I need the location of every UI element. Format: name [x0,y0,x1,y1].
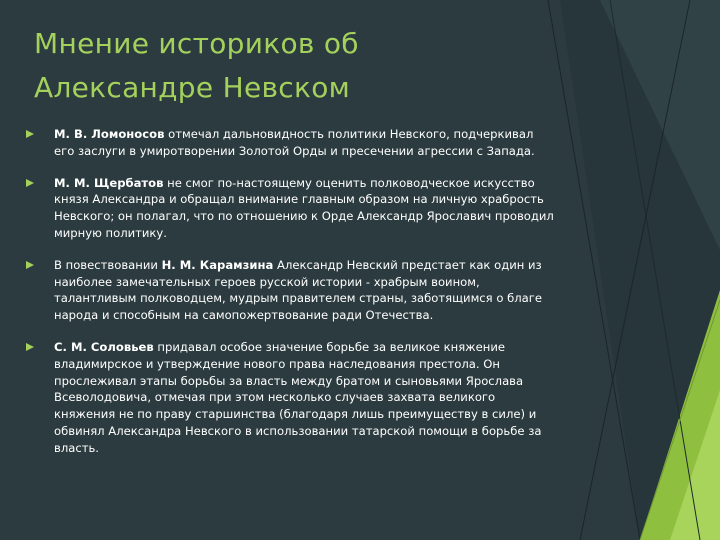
list-item [24,257,554,324]
item-text: придавал особое значение борьбе за великое княжение владимирское и утверждение нового права наследования престола. Он прослеживал этапы борьбы за власть между братом и сыновьями Ярослава Всеволодовича, отмечая при этом несколько случаев захвата великого княжения не по праву старшинства (благодаря лишь преимуществу в силе) и обвинял Александра Невского в использовании татарской помощи в борьбе за власть. [54,339,542,455]
historian-name: М. М. Щербатов [54,175,164,190]
historian-name: С. М. Соловьев [54,339,154,354]
list-item [24,339,554,457]
triangle-bullet-icon [26,261,34,269]
triangle-bullet-icon [26,179,34,187]
list-item [24,175,554,242]
list-item [24,126,554,160]
triangle-bullet-icon [26,130,34,138]
title-line-1: Мнение историков об [34,27,359,60]
item-text: не смог по-настоящему оценить полководческое искусство князя Александра и обращал внимание главным образом на личную храбрость Невского; он полагал, что по отношению к Орде Александр Ярославич проводил мирную политику. [54,175,554,240]
item-prefix: В повествовании [54,257,162,272]
slide-title [34,22,554,110]
bullet-list [24,126,554,472]
item-text: Александр Невский предстает как один из наиболее замечательных героев русской истории - храбрым воином, талантливым полководцем, мудрым правителем страны, заботящимся о благе народа и способным на самопожертвование ради Отечества. [54,257,543,323]
title-line-2: Александре Невском [34,71,351,104]
item-text: отмечал дальновидность политики Невского, подчеркивал его заслуги в умиротворении Золотой Орды и пресечении агрессии с Запада. [54,127,535,158]
triangle-bullet-icon [26,343,34,351]
historian-name: М. В. Ломоносов [54,127,165,141]
historian-name: Н. М. Карамзина [161,257,274,272]
